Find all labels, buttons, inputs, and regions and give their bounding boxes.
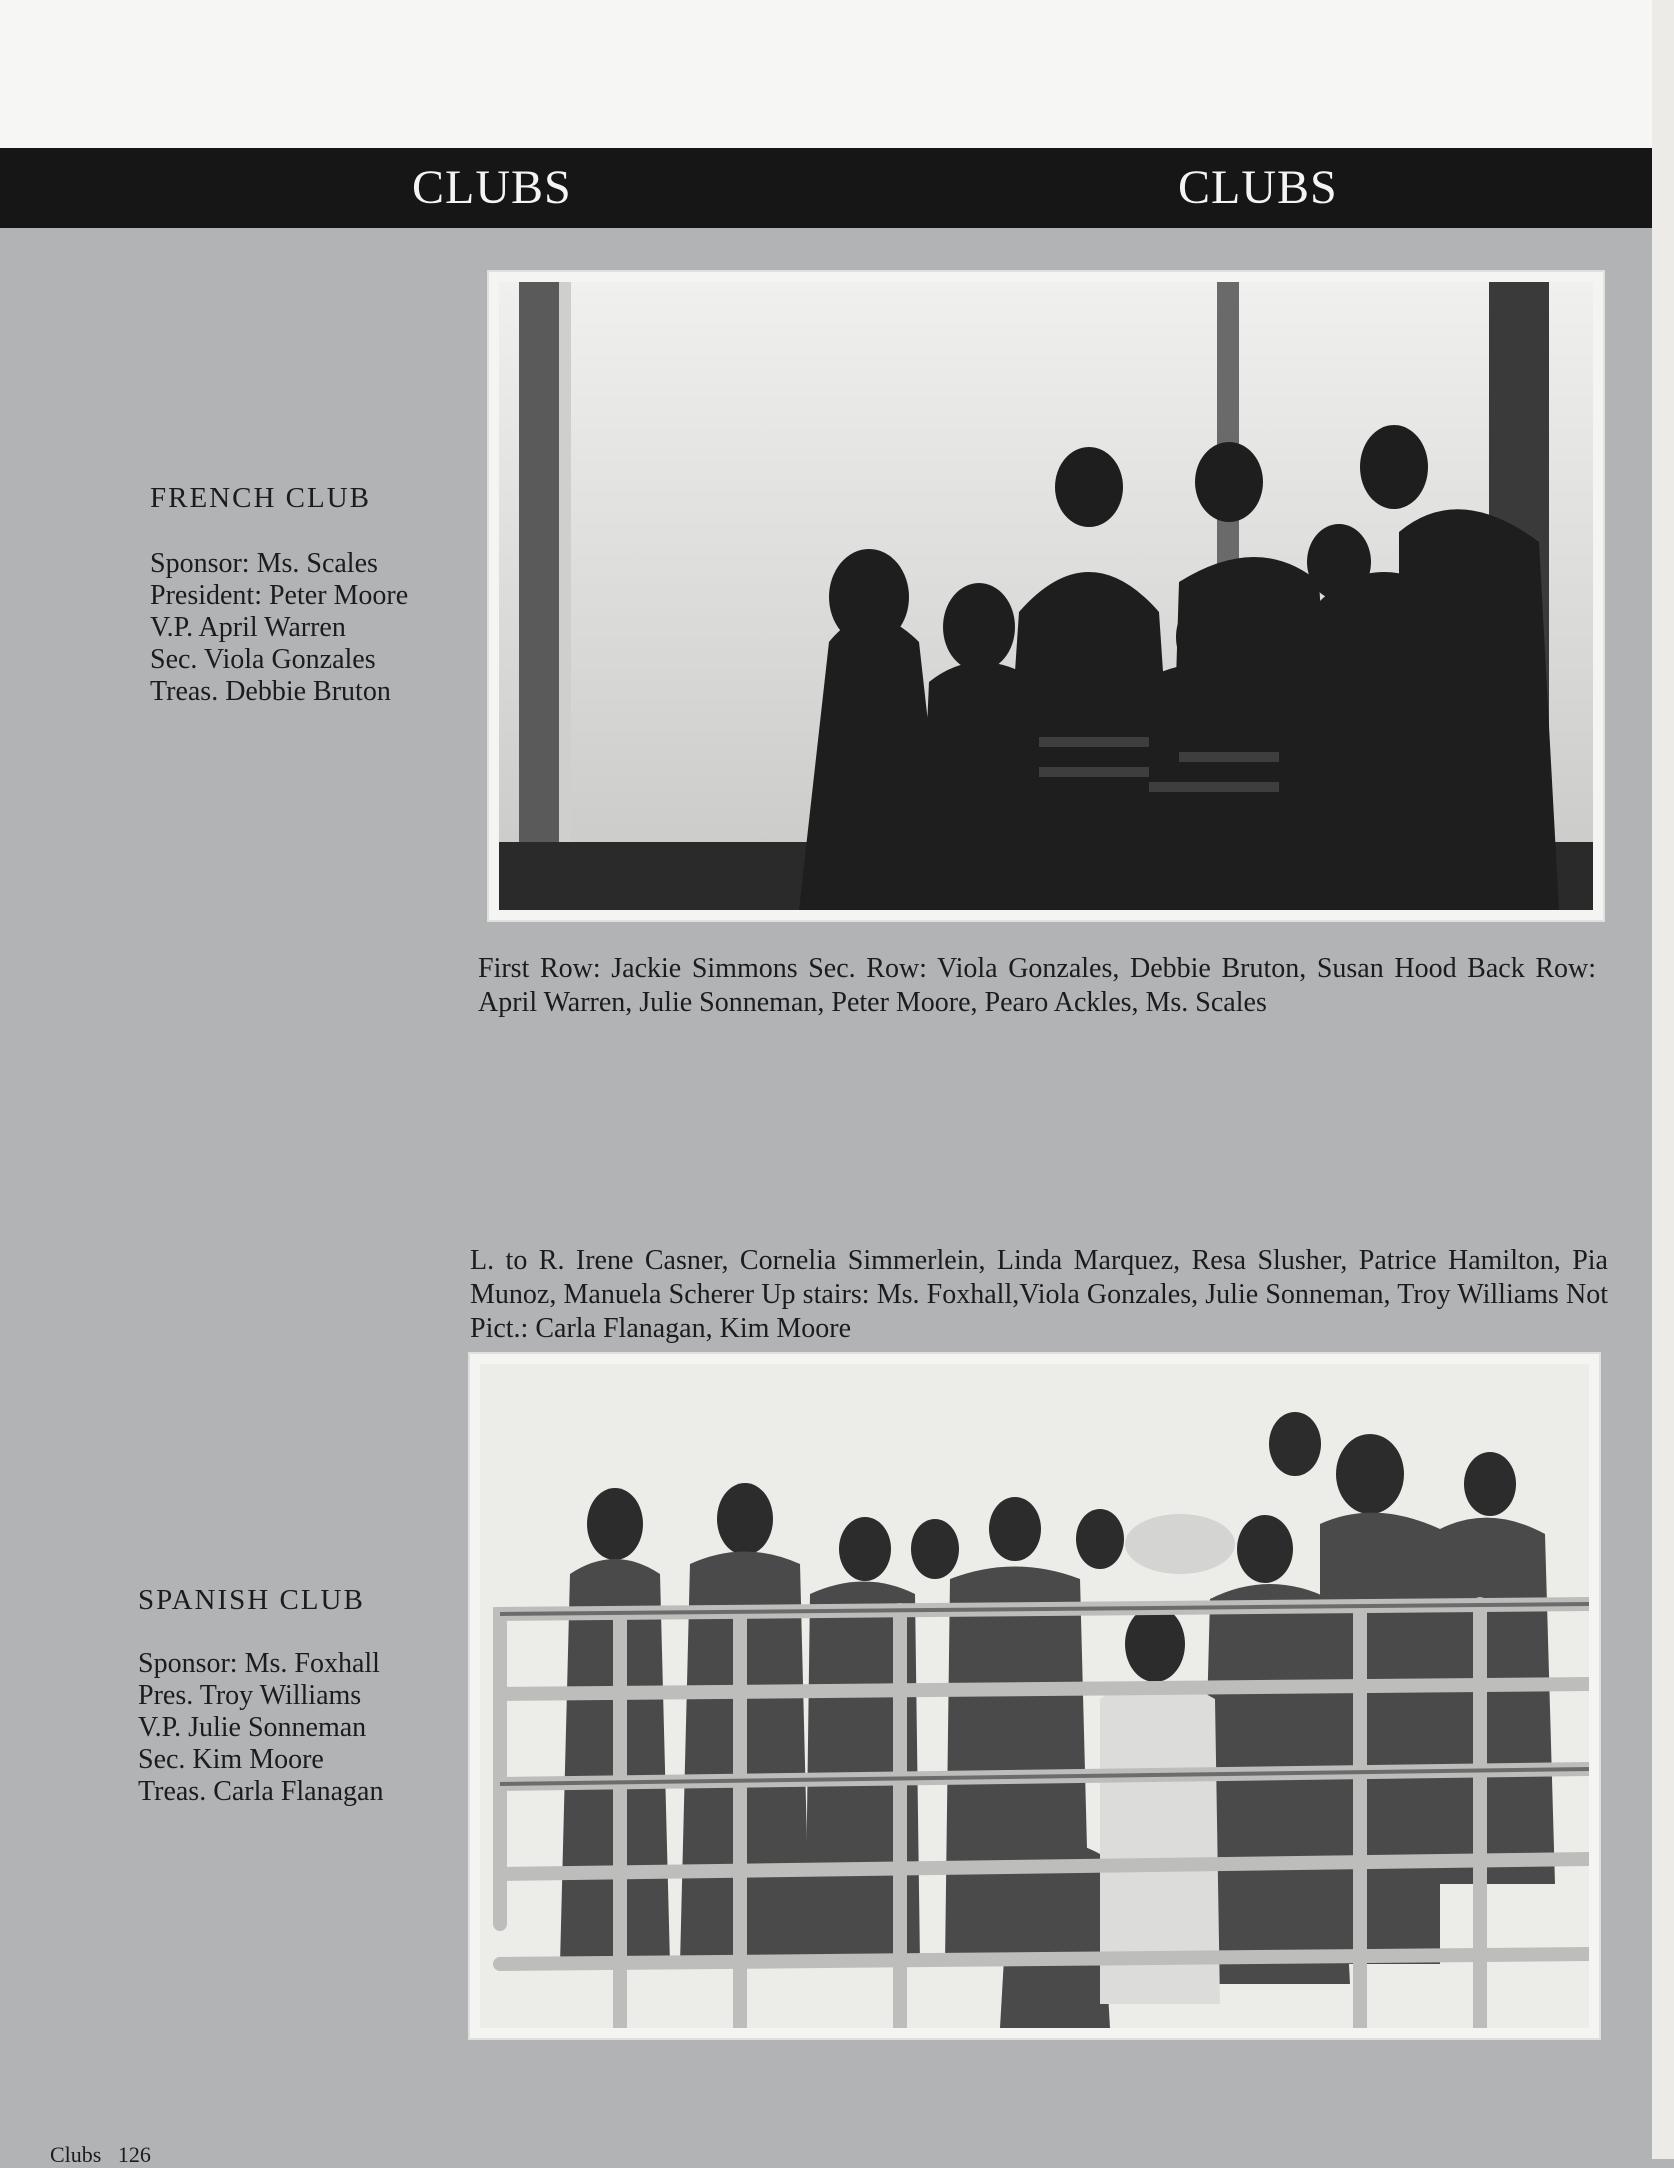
spanish-club-group-photo	[480, 1364, 1589, 2028]
officer-line: Treas. Debbie Bruton	[150, 676, 391, 707]
officer-line: Sec. Viola Gonzales	[150, 644, 376, 675]
header-bar	[0, 148, 1652, 228]
french-club-group-photo	[499, 282, 1593, 910]
french-club-officers	[150, 548, 408, 708]
officer-line: Pres. Troy Williams	[138, 1680, 362, 1711]
spanish-club-caption: L. to R. Irene Casner, Cornelia Simmerlein, Linda Marquez, Resa Slusher, Patrice Hamilton, Pia Munoz, Manuela Scherer Up stairs: Ms. Foxhall,Viola Gonzales, Julie Sonneman, Troy Williams Not Pict.: Carla Flanagan, Kim Moore	[470, 1245, 1608, 1344]
officer-line: Sec. Kim Moore	[138, 1744, 324, 1775]
spanish-club-photo	[468, 1352, 1601, 2040]
spanish-club-officers	[138, 1648, 383, 1808]
officer-line: Sponsor: Ms. Scales	[150, 548, 378, 579]
page-top-margin	[0, 0, 1674, 148]
header-title-right: CLUBS	[1178, 161, 1338, 214]
officer-line: Sponsor: Ms. Foxhall	[138, 1648, 380, 1679]
page-right-edge	[1652, 0, 1674, 2159]
page-footer	[50, 2142, 151, 2168]
footer-section: Clubs	[50, 2142, 102, 2167]
french-club-caption: First Row: Jackie Simmons Sec. Row: Viola Gonzales, Debbie Bruton, Susan Hood Back Row: April Warren, Julie Sonneman, Peter Moore, Pearo Ackles, Ms. Scales	[478, 953, 1596, 1018]
spanish-club-title: SPANISH CLUB	[138, 1584, 365, 1616]
french-club-title: FRENCH CLUB	[150, 482, 372, 514]
officer-line: President: Peter Moore	[150, 580, 409, 611]
footer-page-number: 126	[117, 2142, 151, 2167]
header-title-left: CLUBS	[412, 161, 572, 214]
officer-line: Treas. Carla Flanagan	[138, 1776, 384, 1807]
officer-line: V.P. April Warren	[150, 612, 346, 643]
officer-line: V.P. Julie Sonneman	[138, 1712, 367, 1743]
french-club-photo	[487, 270, 1605, 922]
